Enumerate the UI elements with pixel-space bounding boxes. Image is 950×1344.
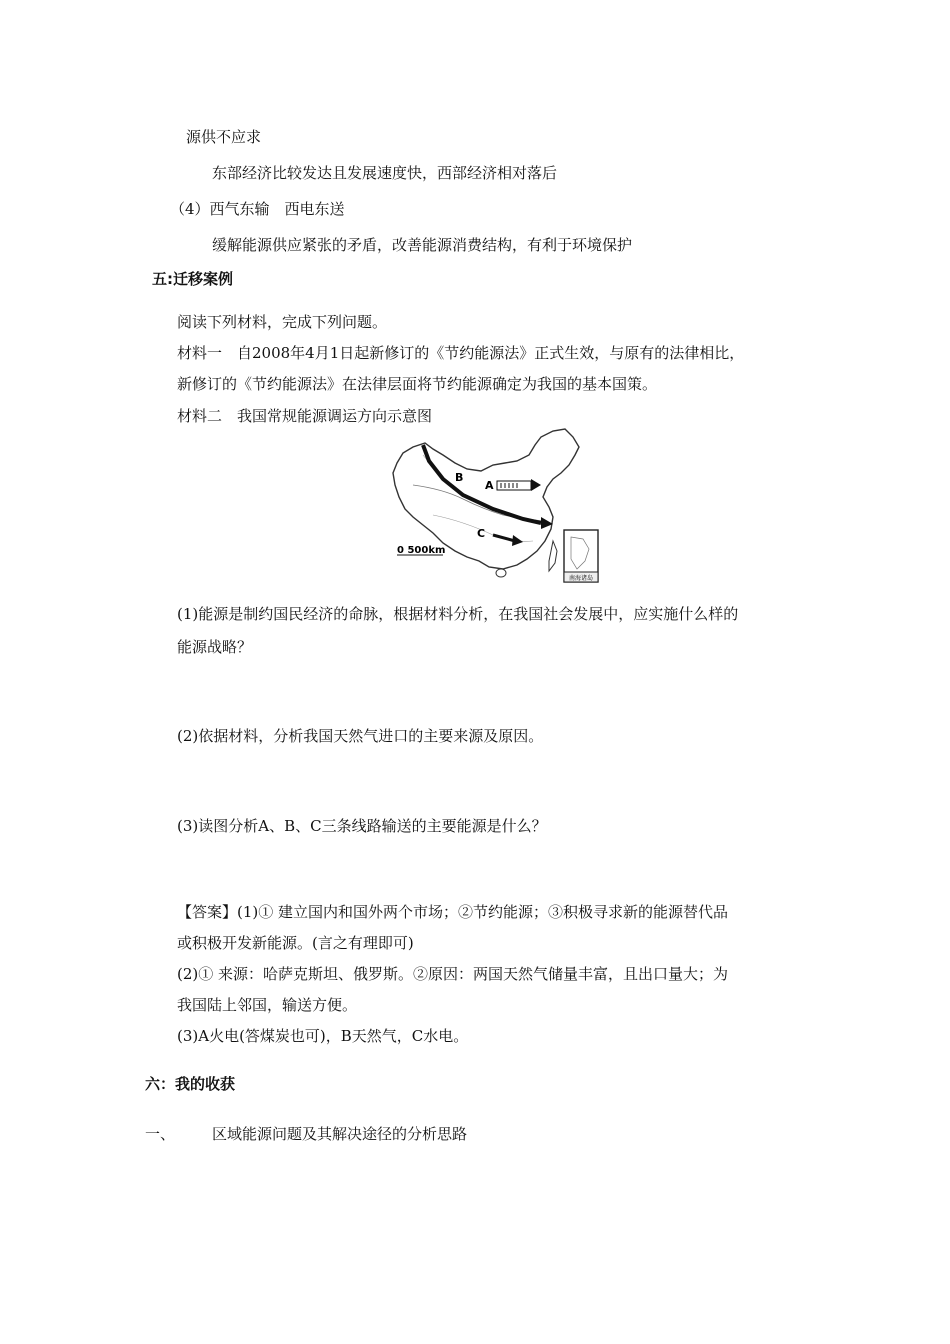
question-1-cont: 能源战略？ [177, 638, 253, 656]
inset-label: 南海诸岛 [568, 575, 594, 582]
text-line: 缓解能源供应紧张的矛盾，改善能源消费结构，有利于环境保护 [212, 236, 633, 254]
question-3: (3)读图分析A、B、C三条线路输送的主要能源是什么？ [177, 817, 547, 835]
list-item-text: 区域能源问题及其解决途径的分析思路 [212, 1125, 468, 1143]
answer-2-cont: 我国陆上邻国，输送方便。 [177, 996, 358, 1014]
section-heading: 六：我的收获 [145, 1075, 236, 1093]
material-one-cont: 新修订的《节约能源法》在法律层面将节约能源确定为我国的基本国策。 [177, 375, 658, 393]
scale-label: 0 500km [397, 545, 446, 556]
answer-3: (3)A火电(答煤炭也可)，B天然气，C水电。 [177, 1027, 469, 1045]
china-energy-map [383, 425, 613, 587]
answer-2: (2)① 来源：哈萨克斯坦、俄罗斯。②原因：两国天然气储量丰富，且出口量大；为 [177, 965, 729, 983]
question-1: (1)能源是制约国民经济的命脉，根据材料分析，在我国社会发展中，应实施什么样的 [177, 605, 739, 623]
section-heading: 五:迁移案例 [152, 270, 233, 288]
material-two: 材料二 我国常规能源调运方向示意图 [177, 407, 433, 425]
text-line: 阅读下列材料，完成下列问题。 [177, 313, 388, 331]
list-item-number: 一、 [145, 1125, 176, 1143]
route-label-c: C [477, 527, 486, 540]
question-2: (2)依据材料，分析我国天然气进口的主要来源及原因。 [177, 727, 544, 745]
route-label-a: A [485, 479, 494, 492]
answer-1: 【答案】(1)① 建立国内和国外两个市场；②节约能源；③积极寻求新的能源替代品 [177, 903, 729, 921]
text-line: 源供不应求 [186, 128, 262, 146]
text-line: （4）西气东输 西电东送 [170, 200, 345, 218]
route-label-b: B [455, 471, 464, 484]
answer-1-cont: 或积极开发新能源。(言之有理即可) [177, 934, 414, 952]
text-line: 东部经济比较发达且发展速度快，西部经济相对落后 [212, 164, 558, 182]
material-one: 材料一 自2008年4月1日起新修订的《节约能源法》正式生效，与原有的法律相比， [177, 344, 745, 362]
